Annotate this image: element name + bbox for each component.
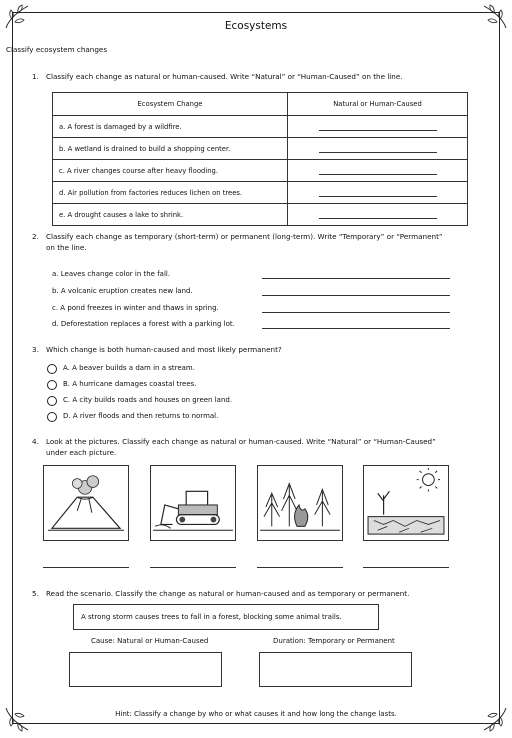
page-title: Ecosystems	[224, 20, 288, 32]
question-text: under each picture.	[46, 448, 117, 457]
list-item: d. Deforestation replaces a forest with a parking lot.	[52, 320, 235, 328]
leaf-ornament-icon	[2, 704, 32, 734]
table-row	[53, 160, 468, 182]
forest-fire-icon	[257, 465, 343, 541]
option-label: A. A beaver builds a dam in a stream.	[63, 364, 195, 372]
radio-option-c[interactable]	[47, 396, 57, 406]
question-text: Read the scenario. Classify the change as natural or human-caused and as temporary or permanent.	[46, 589, 410, 598]
answer-cell[interactable]	[288, 116, 468, 138]
question-number: 4.	[32, 437, 39, 446]
option-label: D. A river floods and then returns to normal.	[63, 412, 219, 420]
question-number: 1.	[32, 72, 39, 81]
table-cell: a. A forest is damaged by a wildfire.	[53, 116, 288, 138]
bulldozer-icon	[150, 465, 236, 541]
table-header: Ecosystem Change	[53, 93, 288, 116]
radio-option-b[interactable]	[47, 380, 57, 390]
cause-label: Cause: Natural or Human-Caused	[91, 637, 209, 645]
answer-line[interactable]	[262, 312, 450, 313]
duration-answer-box[interactable]	[259, 652, 412, 687]
answer-line[interactable]	[262, 328, 450, 329]
answer-cell[interactable]	[288, 138, 468, 160]
question-text: Which change is both human-caused and most likely permanent?	[46, 345, 282, 354]
table-row	[53, 204, 468, 226]
leaf-ornament-icon	[480, 704, 510, 734]
table-header: Natural or Human-Caused	[288, 93, 468, 116]
duration-label: Duration: Temporary or Permanent	[273, 637, 395, 645]
table-row	[53, 138, 468, 160]
answer-line[interactable]	[363, 567, 449, 568]
answer-cell[interactable]	[288, 182, 468, 204]
list-item: b. A volcanic eruption creates new land.	[52, 287, 193, 295]
radio-option-d[interactable]	[47, 412, 57, 422]
answer-cell[interactable]	[288, 160, 468, 182]
answer-cell[interactable]	[288, 204, 468, 226]
option-label: C. A city builds roads and houses on green land.	[63, 396, 233, 404]
table-cell: b. A wetland is drained to build a shopping center.	[53, 138, 288, 160]
drought-icon	[363, 465, 449, 541]
cause-answer-box[interactable]	[69, 652, 222, 687]
list-item: a. Leaves change color in the fall.	[52, 270, 171, 278]
table-cell: c. A river changes course after heavy flooding.	[53, 160, 288, 182]
classification-table	[52, 92, 468, 226]
list-item: c. A pond freezes in winter and thaws in spring.	[52, 304, 219, 312]
question-4	[32, 437, 492, 461]
question-2	[32, 232, 492, 256]
question-number: 3.	[32, 345, 39, 354]
page-subtitle: Classify ecosystem changes	[6, 45, 108, 54]
answer-line[interactable]	[262, 278, 450, 279]
question-number: 5.	[32, 589, 39, 598]
option-label: B. A hurricane damages coastal trees.	[63, 380, 197, 388]
question-text: Classify each change as temporary (short-term) or permanent (long-term). Write “Temporary” or “Permanent”	[46, 232, 443, 241]
volcano-icon	[43, 465, 129, 541]
table-row	[53, 116, 468, 138]
question-text: on the line.	[46, 243, 87, 252]
answer-line[interactable]	[257, 567, 343, 568]
radio-option-a[interactable]	[47, 364, 57, 374]
hint-text: Hint: Classify a change by who or what causes it and how long the change lasts.	[115, 710, 397, 718]
table-row	[53, 182, 468, 204]
answer-line[interactable]	[150, 567, 236, 568]
table-cell: e. A drought causes a lake to shrink.	[53, 204, 288, 226]
answer-line[interactable]	[262, 295, 450, 296]
scenario-box	[73, 604, 379, 630]
scenario-text: A strong storm causes trees to fall in a forest, blocking some animal trails.	[81, 613, 342, 621]
question-text: Look at the pictures. Classify each change as natural or human-caused. Write “Natural” or “Human-Caused”	[46, 437, 436, 446]
table-cell: d. Air pollution from factories reduces lichen on trees.	[53, 182, 288, 204]
question-number: 2.	[32, 232, 39, 241]
answer-line[interactable]	[43, 567, 129, 568]
question-text: Classify each change as natural or human-caused. Write “Natural” or “Human-Caused” on the line.	[46, 72, 403, 81]
